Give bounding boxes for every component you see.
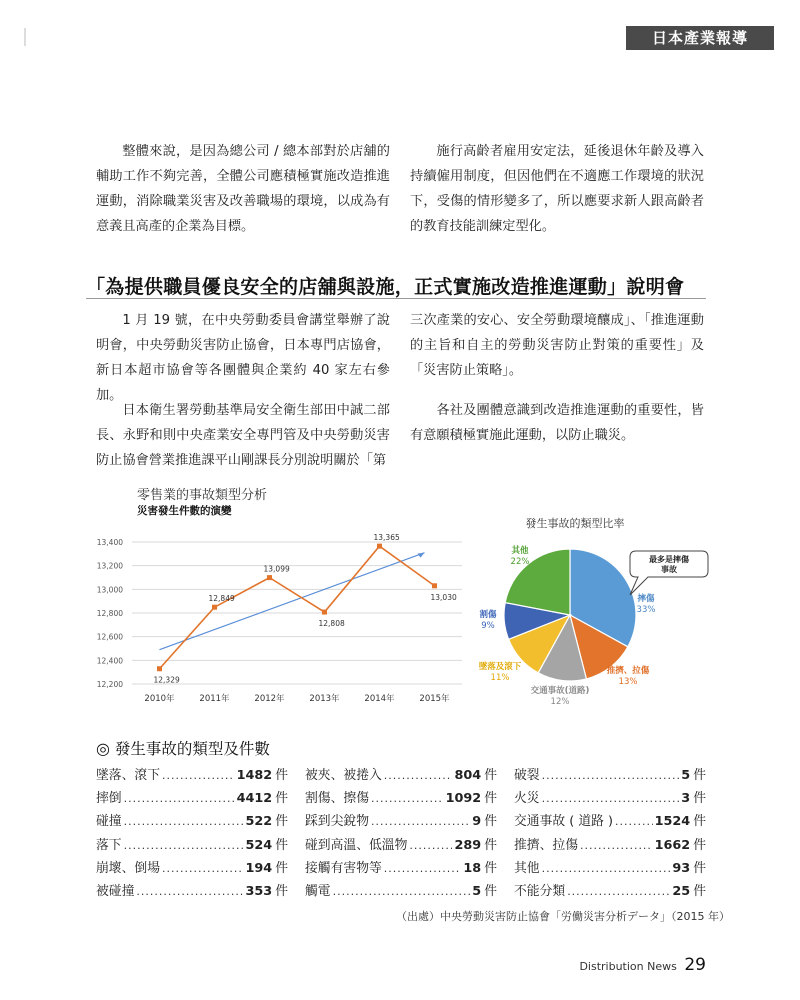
accident-list-item xyxy=(305,787,497,810)
accident-list-item xyxy=(96,857,288,880)
accident-count: 25 xyxy=(672,883,691,899)
pie-slice-percent: 22% xyxy=(510,557,530,567)
accident-type-name: 接觸有害物等 xyxy=(305,860,382,876)
accident-count: 9 xyxy=(472,814,482,830)
count-unit: 件 xyxy=(693,837,706,853)
accident-type-name: 踩到尖銳物 xyxy=(305,814,369,830)
x-tick-label: 2010年 xyxy=(144,694,175,704)
accident-list-item xyxy=(96,880,288,903)
section-tag: 日本產業報導 xyxy=(626,26,774,50)
accident-list-item xyxy=(514,787,706,810)
accident-list-item xyxy=(514,764,706,787)
pie-slice-percent: 9% xyxy=(481,621,495,631)
x-tick-label: 2013年 xyxy=(309,694,340,704)
accident-list-item xyxy=(96,834,288,857)
pie-slice-label: 交通事故(道路) xyxy=(530,686,590,696)
y-tick-label: 12,600 xyxy=(96,632,123,642)
accident-type-name: 觸電 xyxy=(305,883,331,899)
publication-name: Distribution News xyxy=(579,960,677,973)
accident-list-item xyxy=(514,834,706,857)
data-label: 13,030 xyxy=(430,592,457,602)
data-point xyxy=(377,544,382,549)
intro-right-paragraph: 施行高齡者雇用安定法，延後退休年齡及導入持續僱用制度，但因他們在不適應工作環境的狀況下，受傷的情形變多了，所以應要求新人跟高齡者的教育技能訓練定型化。 xyxy=(410,144,704,234)
section-left-paragraph-1: 1 月 19 號，在中央勞動委員會講堂舉辦了說明會，中央勞動災害防止協會，日本專門店協會，新日本超市協會等各團體與企業約 40 家左右參加。 xyxy=(96,313,390,403)
dot-leader xyxy=(567,885,670,898)
dot-leader xyxy=(409,839,452,852)
accident-list-item xyxy=(514,880,706,903)
accident-count: 1092 xyxy=(445,791,482,807)
accident-type-name: 摔倒 xyxy=(96,791,122,807)
title-divider xyxy=(86,298,706,299)
pie-slice-percent: 33% xyxy=(636,605,656,615)
data-label: 12,849 xyxy=(208,594,235,604)
accident-type-name: 交通事故 ( 道路 ) xyxy=(514,814,613,830)
accident-count: 93 xyxy=(672,860,691,876)
accident-type-name: 破裂 xyxy=(514,768,540,783)
accident-count: 18 xyxy=(463,860,482,876)
dot-leader xyxy=(542,862,671,875)
dot-leader xyxy=(542,769,680,782)
accident-count: 289 xyxy=(454,837,482,853)
accident-list-item xyxy=(96,810,288,833)
dot-leader xyxy=(384,862,462,875)
dot-leader xyxy=(542,792,680,805)
accident-list-item xyxy=(514,810,706,833)
section-right-paragraph-2: 各社及團體意識到改造推進運動的重要性，皆有意願積極實施此運動，以防止職災。 xyxy=(410,403,704,443)
accident-list-column-1 xyxy=(96,764,288,903)
pie-slice-label: 推擠、拉傷 xyxy=(606,666,650,676)
trend-line xyxy=(160,553,425,650)
intro-left-paragraph: 整體來說，是因為總公司 / 總本部對於店舖的輔助工作不夠完善，全體公司應積極實施改造推進運動，消除職業災害及改善職場的環境，以成為有意義且高產的企業為目標。 xyxy=(96,144,390,234)
accident-type-name: 割傷、擦傷 xyxy=(305,791,369,807)
line-chart-subtitle: 災害發生件數的演變 xyxy=(137,505,232,517)
y-tick-label: 12,200 xyxy=(96,680,123,689)
count-unit: 件 xyxy=(484,883,497,899)
accident-list-item xyxy=(305,810,497,833)
accident-list-heading xyxy=(96,737,270,759)
accident-type-name: 碰到高溫、低溫物 xyxy=(305,837,408,853)
section-right-paragraph-1: 三次產業的安心、安全勞動環境釀成」、「推進運動的主旨和自主的勞動災害防止對策的重要性」及「災害防止策略」。 xyxy=(410,313,704,378)
source-note: （出處）中央勞動災害防止協會「労働災害分析データ」（2015 年） xyxy=(396,910,730,923)
accident-list-item xyxy=(96,787,288,810)
count-unit: 件 xyxy=(484,860,497,876)
accident-type-name: 墜落、滾下 xyxy=(96,768,160,783)
pie-chart-title: 發生事故的類型比率 xyxy=(525,517,625,530)
accident-type-name: 其他 xyxy=(514,860,540,876)
pie-slice-label: 墜落及滾下 xyxy=(478,662,522,672)
accident-list-heading-text: 發生事故的類型及件數 xyxy=(114,740,270,758)
accident-type-name: 落下 xyxy=(96,837,122,853)
count-unit: 件 xyxy=(693,860,706,876)
count-unit: 件 xyxy=(275,768,288,783)
count-unit: 件 xyxy=(484,791,497,807)
accident-count: 5 xyxy=(472,883,482,899)
pie-slice-label: 割傷 xyxy=(479,610,497,620)
accident-count: 1482 xyxy=(236,768,273,783)
data-point xyxy=(267,575,272,580)
data-point xyxy=(322,610,327,615)
callout-line-2: 事故 xyxy=(661,565,677,574)
accident-list-item xyxy=(305,880,497,903)
dot-leader xyxy=(384,769,453,782)
section-title: 「為提供職員優良安全的店舖與設施，正式實施改造推進運動」說明會 xyxy=(86,276,685,298)
count-unit: 件 xyxy=(275,860,288,876)
callout-line-1: 最多是摔傷 xyxy=(649,555,689,564)
count-unit: 件 xyxy=(484,768,497,783)
accident-list-column-3 xyxy=(514,764,706,903)
accident-count: 804 xyxy=(454,768,482,783)
pie-chart xyxy=(470,505,720,720)
accident-list-item xyxy=(305,857,497,880)
accident-list-item xyxy=(514,857,706,880)
count-unit: 件 xyxy=(693,814,706,830)
accident-type-name: 火災 xyxy=(514,791,540,807)
dot-leader xyxy=(124,815,244,828)
dot-leader xyxy=(162,862,244,875)
accident-count: 522 xyxy=(245,814,273,830)
data-label: 13,099 xyxy=(263,564,290,574)
corner-mark xyxy=(24,28,26,46)
count-unit: 件 xyxy=(484,814,497,830)
accident-count: 353 xyxy=(245,883,273,899)
page-footer xyxy=(579,955,706,975)
accident-count: 524 xyxy=(245,837,273,853)
x-tick-label: 2011年 xyxy=(199,694,230,704)
accident-list-item xyxy=(305,764,497,787)
count-unit: 件 xyxy=(693,791,706,807)
pie-slice-label: 其他 xyxy=(511,546,529,556)
line-chart-title: 零售業的事故類型分析 xyxy=(137,488,268,503)
data-label: 12,808 xyxy=(318,619,345,629)
accident-type-name: 碰撞 xyxy=(96,814,122,830)
count-unit: 件 xyxy=(693,883,706,899)
accident-count: 4412 xyxy=(236,791,273,807)
y-tick-label: 13,000 xyxy=(96,585,123,595)
pie-slice-percent: 13% xyxy=(618,677,638,687)
count-unit: 件 xyxy=(275,837,288,853)
x-tick-label: 2015年 xyxy=(419,694,450,704)
dot-leader xyxy=(124,792,235,805)
dot-leader xyxy=(136,885,243,898)
dot-leader xyxy=(333,885,471,898)
count-unit: 件 xyxy=(275,814,288,830)
accident-list-item xyxy=(305,834,497,857)
count-unit: 件 xyxy=(484,837,497,853)
dot-leader xyxy=(371,792,444,805)
accident-count: 1662 xyxy=(654,837,691,853)
count-unit: 件 xyxy=(275,791,288,807)
line-chart xyxy=(90,520,470,710)
dot-leader xyxy=(371,815,470,828)
accident-type-name: 崩壞、倒場 xyxy=(96,860,160,876)
dot-leader xyxy=(124,839,244,852)
accident-list-column-2 xyxy=(305,764,497,903)
accident-list-item xyxy=(96,764,288,787)
accident-count: 5 xyxy=(681,768,691,783)
accident-count: 194 xyxy=(245,860,273,876)
data-point xyxy=(157,666,162,671)
x-tick-label: 2014年 xyxy=(364,694,395,704)
y-tick-label: 12,400 xyxy=(96,656,123,666)
count-unit: 件 xyxy=(275,883,288,899)
accident-type-name: 推擠、拉傷 xyxy=(514,837,578,853)
dot-leader xyxy=(615,815,653,828)
y-tick-label: 13,200 xyxy=(96,561,123,571)
y-tick-label: 13,400 xyxy=(96,538,123,547)
section-left-paragraph-2: 日本衛生署勞動基準局安全衛生部田中誠二部長、永野和則中央產業安全專門管及中央勞動災害防止協會營業推進課平山剛課長分別說明關於「第 xyxy=(96,403,390,468)
data-point xyxy=(432,583,437,588)
dot-leader xyxy=(162,769,235,782)
data-label: 12,329 xyxy=(153,675,180,685)
accident-type-name: 被碰撞 xyxy=(96,883,135,899)
x-tick-label: 2012年 xyxy=(254,694,285,704)
page-number: 29 xyxy=(684,955,706,975)
bullseye-icon: ◎ xyxy=(96,739,110,758)
accident-count: 1524 xyxy=(654,814,691,830)
accident-count: 3 xyxy=(681,791,691,807)
data-point xyxy=(212,605,217,610)
count-unit: 件 xyxy=(693,768,706,783)
accident-type-name: 被夾、被捲入 xyxy=(305,768,382,783)
data-label: 13,365 xyxy=(373,533,400,543)
pie-slice-label: 摔傷 xyxy=(637,594,655,604)
pie-slice-percent: 11% xyxy=(490,673,510,683)
dot-leader xyxy=(580,839,653,852)
accident-type-name: 不能分類 xyxy=(514,883,566,899)
pie-slice-percent: 12% xyxy=(550,697,570,707)
y-tick-label: 12,800 xyxy=(96,609,123,618)
